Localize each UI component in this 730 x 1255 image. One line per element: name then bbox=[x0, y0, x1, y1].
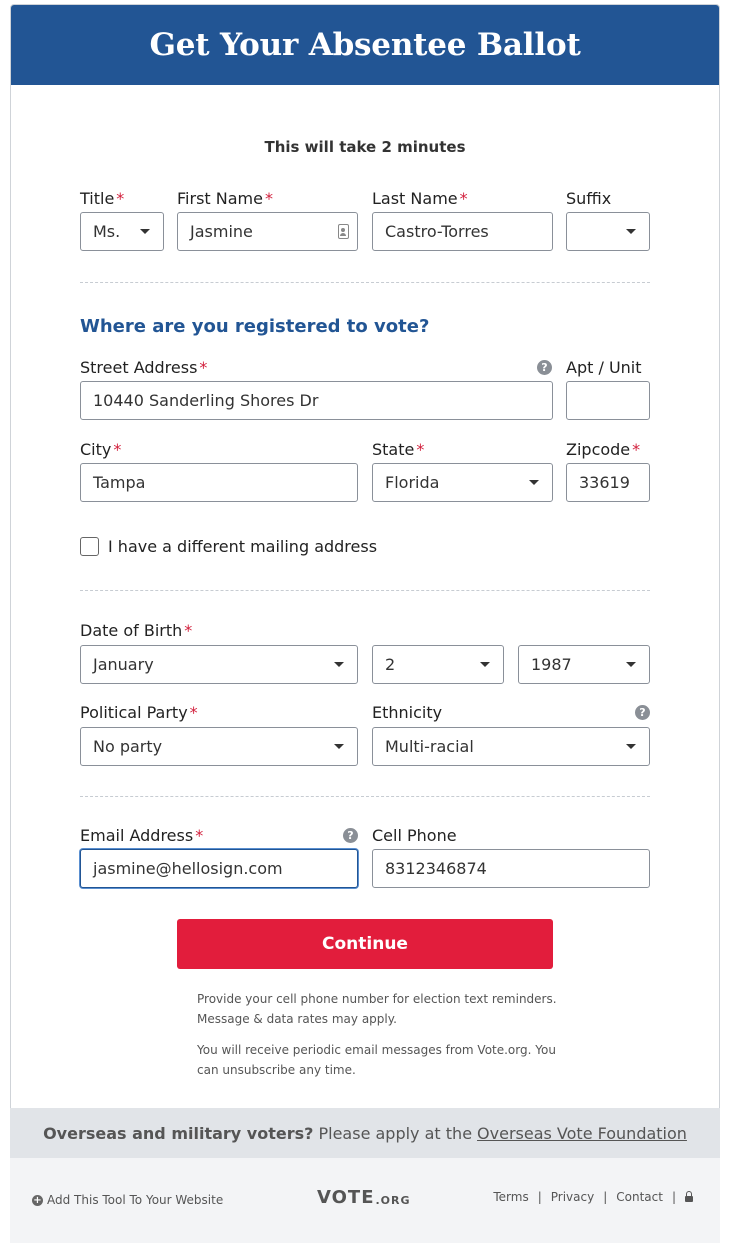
divider bbox=[80, 590, 650, 591]
chevron-down-icon bbox=[480, 662, 490, 667]
email-address-label: Email Address * bbox=[80, 826, 204, 845]
continue-button[interactable]: Continue bbox=[177, 919, 553, 969]
chevron-down-icon bbox=[140, 229, 150, 234]
ethnicity-select[interactable]: Multi-racial bbox=[372, 727, 650, 766]
terms-link[interactable]: Terms bbox=[493, 1190, 529, 1204]
overseas-label: Overseas and military voters? bbox=[43, 1123, 314, 1143]
political-party-select[interactable]: No party bbox=[80, 727, 358, 766]
page-title: Get Your Absentee Ballot bbox=[149, 27, 581, 63]
birth-month-select[interactable]: January bbox=[80, 645, 358, 684]
suffix-label: Suffix bbox=[566, 189, 612, 208]
chevron-down-icon bbox=[334, 662, 344, 667]
apt-unit-label: Apt / Unit bbox=[566, 358, 642, 377]
city-label: City * bbox=[80, 440, 122, 459]
chevron-down-icon bbox=[334, 744, 344, 749]
cell-phone-label: Cell Phone bbox=[372, 826, 457, 845]
city-input[interactable]: Tampa bbox=[80, 463, 358, 502]
zipcode-input[interactable]: 33619 bbox=[566, 463, 650, 502]
footer-links bbox=[493, 1190, 693, 1204]
title-select[interactable]: Ms. bbox=[80, 212, 164, 251]
mailing-address-checkbox[interactable] bbox=[80, 537, 99, 556]
page-header bbox=[11, 5, 719, 85]
plus-circle-icon: + bbox=[33, 1194, 42, 1206]
apt-unit-input[interactable] bbox=[566, 381, 650, 420]
help-icon[interactable]: ? bbox=[537, 360, 552, 375]
help-icon[interactable]: ? bbox=[343, 828, 358, 843]
lock-icon[interactable] bbox=[685, 1196, 693, 1202]
state-label: State * bbox=[372, 440, 425, 459]
link-separator: | bbox=[603, 1190, 608, 1204]
chevron-down-icon bbox=[626, 744, 636, 749]
time-note: This will take 2 minutes bbox=[264, 138, 466, 156]
add-tool-link[interactable] bbox=[32, 1193, 223, 1207]
registration-section-title: Where are you registered to vote? bbox=[80, 316, 430, 337]
first-name-input[interactable]: Jasmine bbox=[177, 212, 358, 251]
ethnicity-label: Ethnicity bbox=[372, 703, 443, 722]
sms-disclaimer: Provide your cell phone number for election text reminders. Message & data rates may apply. bbox=[197, 992, 557, 1026]
overseas-vote-foundation-link[interactable]: Overseas Vote Foundation bbox=[477, 1123, 687, 1143]
logo-suffix: .ORG bbox=[375, 1194, 411, 1207]
date-of-birth-label: Date of Birth * bbox=[80, 621, 193, 640]
last-name-label: Last Name * bbox=[372, 189, 468, 208]
street-address-input[interactable]: 10440 Sanderling Shores Dr bbox=[80, 381, 553, 420]
link-separator: | bbox=[537, 1190, 542, 1204]
privacy-link[interactable]: Privacy bbox=[550, 1190, 595, 1204]
birth-year-select[interactable]: 1987 bbox=[518, 645, 650, 684]
divider bbox=[80, 796, 650, 797]
chevron-down-icon bbox=[626, 229, 636, 234]
logo-main: VOTE bbox=[317, 1187, 375, 1208]
contact-card-icon[interactable] bbox=[338, 224, 349, 239]
overseas-banner bbox=[10, 1108, 720, 1158]
cell-phone-input[interactable]: 8312346874 bbox=[372, 849, 650, 888]
overseas-text: Please apply at the bbox=[318, 1123, 473, 1143]
street-address-label: Street Address * bbox=[80, 358, 208, 377]
birth-day-select[interactable]: 2 bbox=[372, 645, 504, 684]
suffix-select[interactable] bbox=[566, 212, 650, 251]
contact-link[interactable]: Contact bbox=[616, 1190, 663, 1204]
add-tool-label: Add This Tool To Your Website bbox=[47, 1193, 224, 1207]
political-party-label: Political Party * bbox=[80, 703, 198, 722]
zipcode-label: Zipcode * bbox=[566, 440, 641, 459]
title-label: Title * bbox=[80, 189, 125, 208]
link-separator: | bbox=[671, 1190, 676, 1204]
footer bbox=[10, 1158, 720, 1243]
email-input[interactable]: jasmine@hellosign.com bbox=[80, 849, 358, 888]
mailing-address-label[interactable]: I have a different mailing address bbox=[108, 537, 378, 556]
email-disclaimer: You will receive periodic email messages from Vote.org. You can unsubscribe any time. bbox=[197, 1043, 556, 1077]
state-select[interactable]: Florida bbox=[372, 463, 553, 502]
vote-org-logo[interactable] bbox=[317, 1187, 411, 1208]
first-name-label: First Name * bbox=[177, 189, 273, 208]
chevron-down-icon bbox=[626, 662, 636, 667]
chevron-down-icon bbox=[529, 480, 539, 485]
last-name-input[interactable]: Castro-Torres bbox=[372, 212, 553, 251]
help-icon[interactable]: ? bbox=[635, 705, 650, 720]
divider bbox=[80, 282, 650, 283]
